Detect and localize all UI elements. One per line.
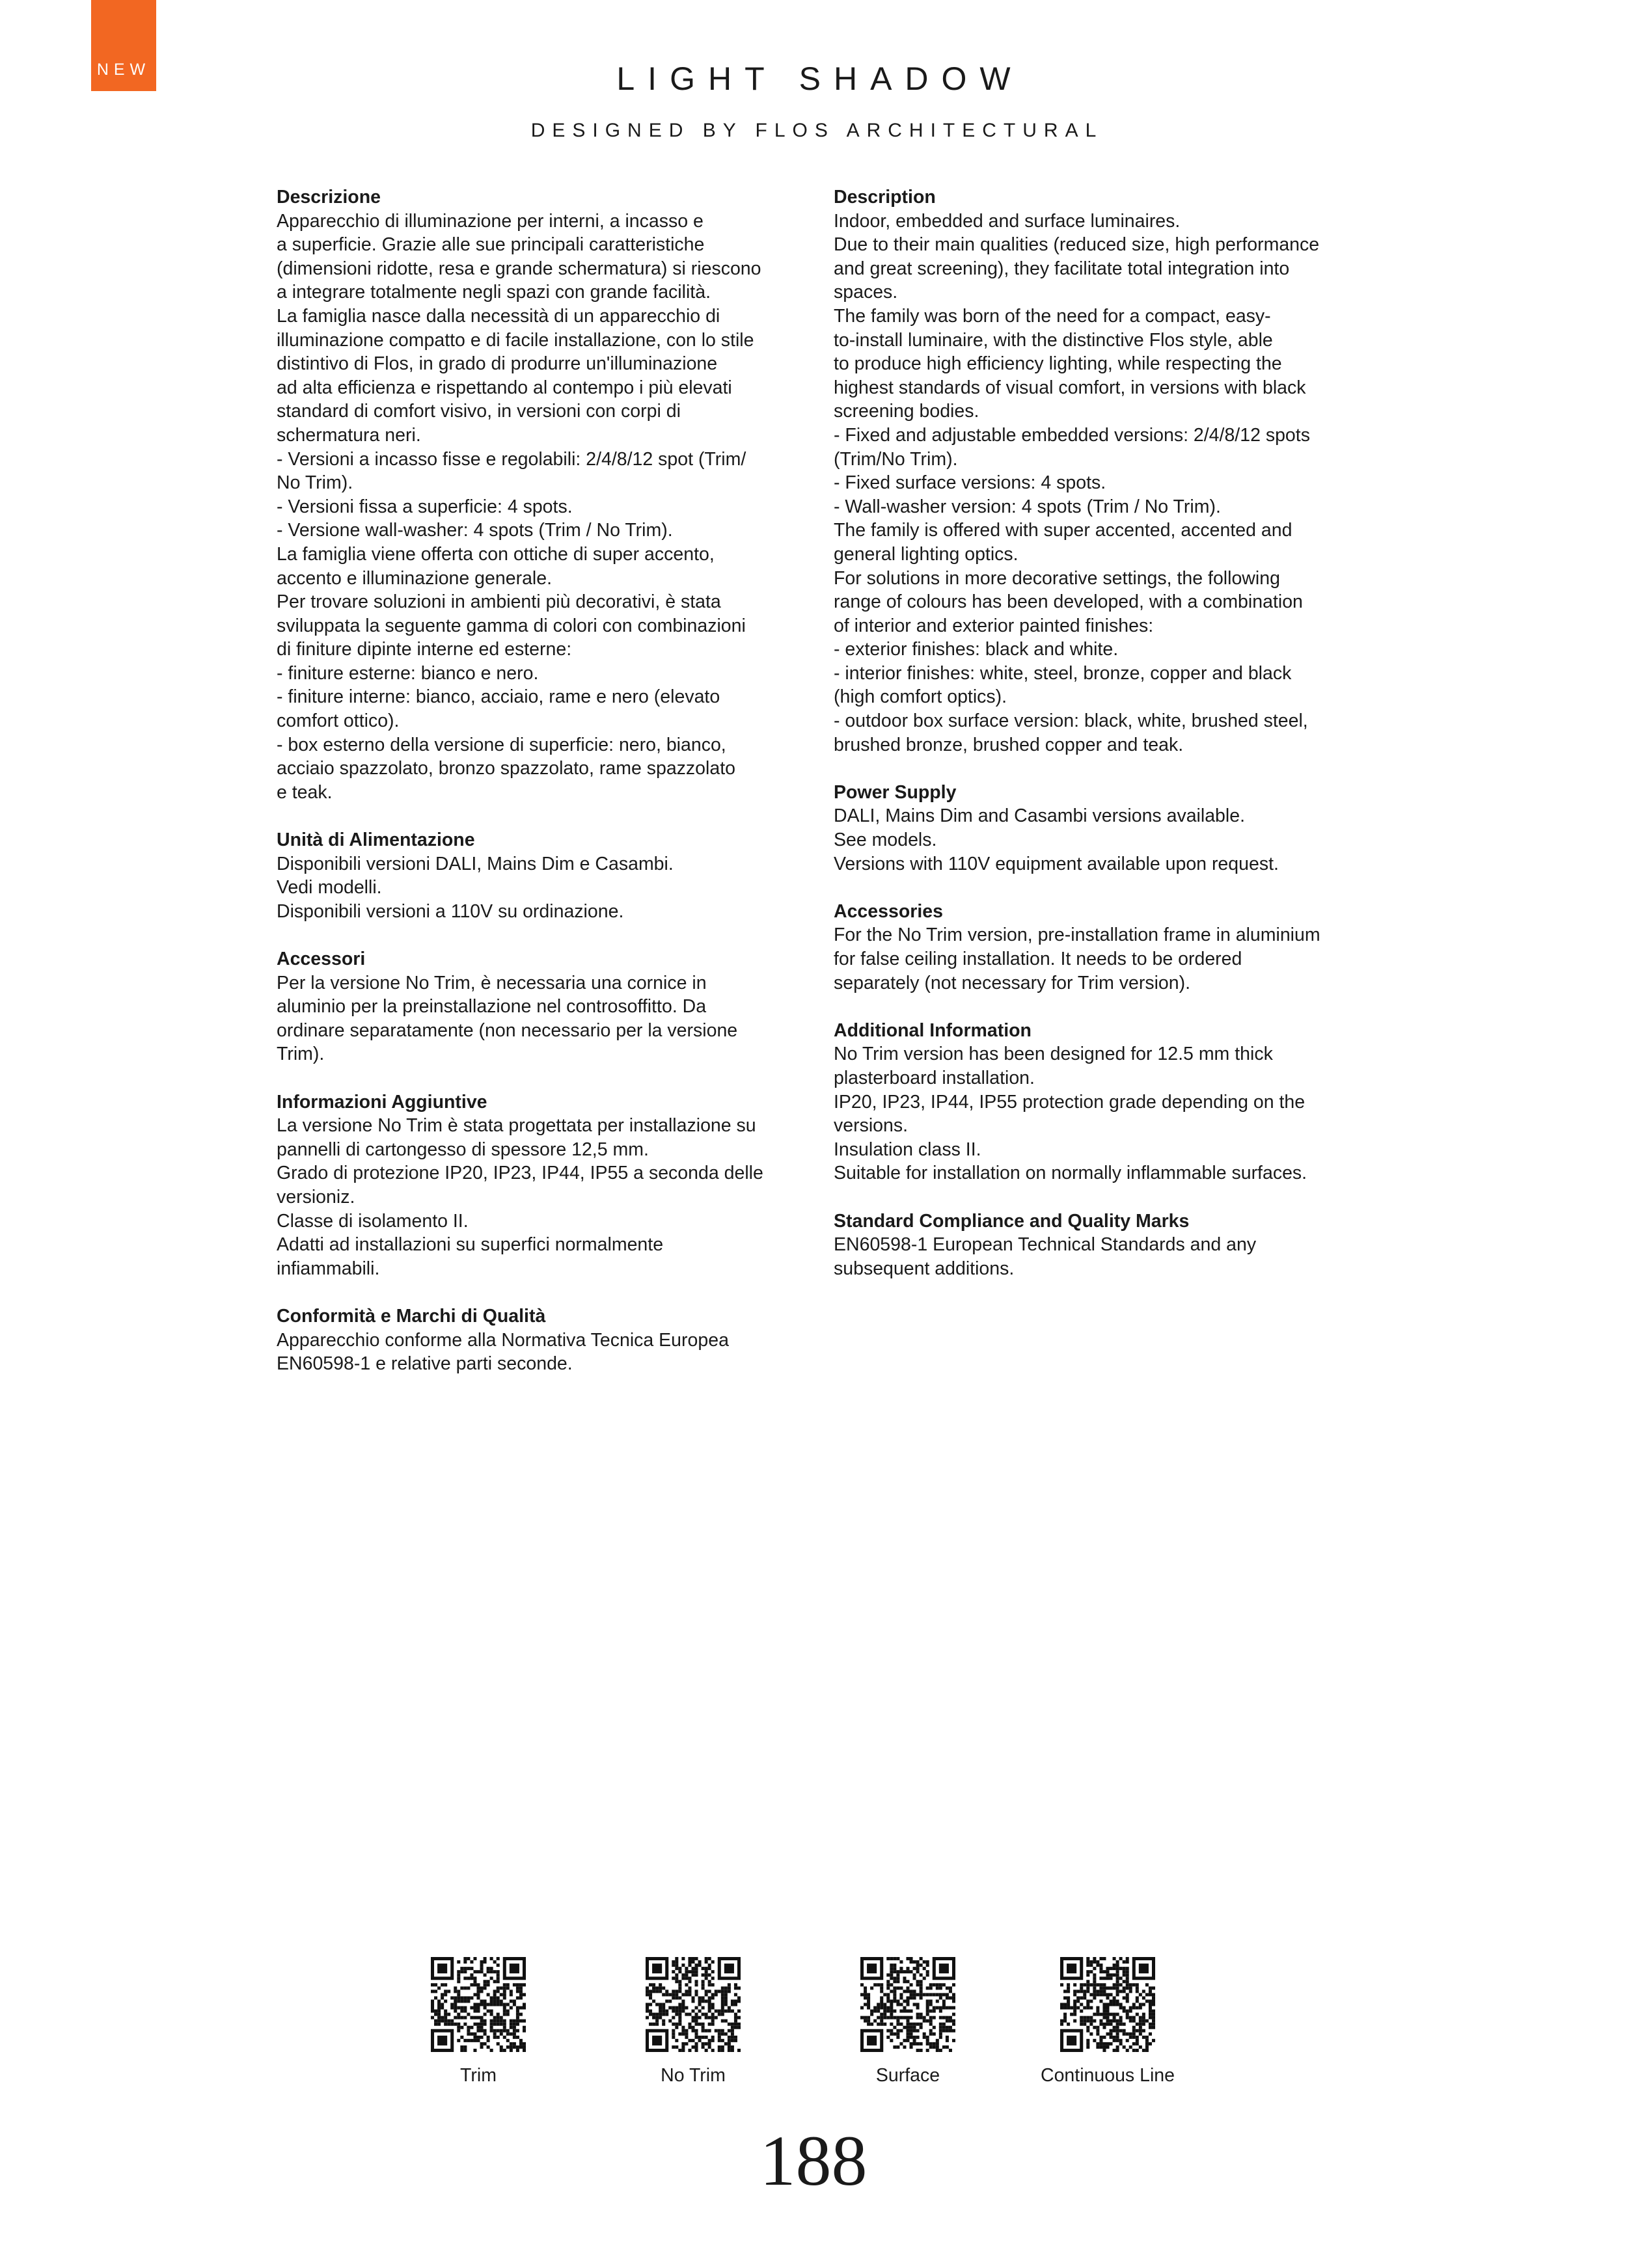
qr-code-icon[interactable] <box>431 1957 526 2052</box>
body-line: - interior finishes: white, steel, bronze, copper and black <box>834 662 1292 684</box>
body-line: spaces. <box>834 282 898 303</box>
section-heading: Descrizione <box>277 187 381 208</box>
section-heading: Informazioni Aggiuntive <box>277 1091 487 1113</box>
section-heading: Accessories <box>834 900 943 922</box>
body-line: Indoor, embedded and surface luminaires. <box>834 210 1181 232</box>
section-heading: Description <box>834 187 936 208</box>
body-line: subsequent additions. <box>834 1258 1015 1279</box>
body-line: - Wall-washer version: 4 spots (Trim / No Trim). <box>834 496 1221 517</box>
body-line: di finiture dipinte interne ed esterne: <box>277 639 572 660</box>
product-title: LIGHT SHADOW <box>616 61 1024 97</box>
body-line: La famiglia nasce dalla necessità di un apparecchio di <box>277 305 720 327</box>
section-heading: Power Supply <box>834 781 957 803</box>
body-line: accento e illuminazione generale. <box>277 567 553 589</box>
body-line: to-install luminaire, with the distinctive Flos style, able <box>834 329 1273 351</box>
body-line: Suitable for installation on normally inflammable surfaces. <box>834 1163 1307 1184</box>
body-line: - finiture esterne: bianco e nero. <box>277 662 539 684</box>
body-line: pannelli di cartongesso di spessore 12,5 mm. <box>277 1139 649 1160</box>
body-line: general lighting optics. <box>834 543 1019 565</box>
text-section <box>834 1019 1354 1185</box>
body-line: See models. <box>834 830 937 851</box>
body-line: Adatti ad installazioni su superfici normalmente <box>277 1234 664 1256</box>
body-line: separately (not necessary for Trim version). <box>834 972 1191 993</box>
body-line: EN60598-1 e relative parti seconde. <box>277 1353 573 1375</box>
body-line: brushed bronze, brushed copper and teak. <box>834 734 1184 755</box>
qr-item-surface[interactable] <box>810 1957 1005 2086</box>
body-line: Insulation class II. <box>834 1139 981 1160</box>
body-line: infiammabili. <box>277 1258 380 1279</box>
page-number: 188 <box>759 2121 868 2200</box>
qr-item-no-trim[interactable] <box>595 1957 791 2086</box>
body-line: EN60598-1 European Technical Standards and any <box>834 1234 1257 1256</box>
body-line: IP20, IP23, IP44, IP55 protection grade depending on the <box>834 1091 1306 1113</box>
english-column <box>834 185 1354 1304</box>
body-line: standard di comfort visivo, in versioni con corpi di <box>277 401 681 422</box>
body-line: La versione No Trim è stata progettata per installazione su <box>277 1115 756 1137</box>
body-line: - finiture interne: bianco, acciaio, rame e nero (elevato <box>277 686 720 708</box>
body-line: ad alta efficienza e rispettando al contempo i più elevati <box>277 377 732 398</box>
body-line: Per trovare soluzioni in ambienti più decorativi, è stata <box>277 591 721 613</box>
body-line: of interior and exterior painted finishes: <box>834 615 1154 636</box>
body-line: a superficie. Grazie alle sue principali caratteristiche <box>277 234 705 256</box>
body-line: - exterior finishes: black and white. <box>834 639 1119 660</box>
body-line: for false ceiling installation. It needs to be ordered <box>834 949 1242 969</box>
body-line: - box esterno della versione di superficie: nero, bianco, <box>277 734 726 755</box>
body-line: Apparecchio conforme alla Normativa Tecnica Europea <box>277 1329 729 1351</box>
body-line: e teak. <box>277 781 333 803</box>
body-line: versioniz. <box>277 1186 355 1208</box>
body-line: aluminio per la preinstallazione nel controsoffitto. Da <box>277 996 707 1018</box>
body-line: distintivo di Flos, in grado di produrre un'illuminazione <box>277 353 718 375</box>
body-line: a integrare totalmente negli spazi con grande facilità. <box>277 282 711 303</box>
text-section <box>834 185 1354 757</box>
qr-label: Surface <box>875 2065 940 2086</box>
text-section <box>834 900 1354 995</box>
body-line: Grado di protezione IP20, IP23, IP44, IP55 a seconda delle <box>277 1163 763 1184</box>
body-line: - Fixed and adjustable embedded versions: 2/4/8/12 spots <box>834 424 1310 446</box>
section-heading: Additional Information <box>834 1019 1032 1041</box>
text-section <box>277 947 797 1066</box>
qr-code-icon[interactable] <box>1060 1957 1155 2052</box>
body-line: Vedi modelli. <box>277 877 382 898</box>
body-line: - Versioni a incasso fisse e regolabili: 2/4/8/12 spot (Trim/ <box>277 448 746 470</box>
body-line: plasterboard installation. <box>834 1067 1035 1088</box>
qr-label: No Trim <box>661 2065 726 2086</box>
body-line: DALI, Mains Dim and Casambi versions available. <box>834 805 1246 827</box>
designer-subtitle: DESIGNED BY FLOS ARCHITECTURAL <box>530 120 1104 141</box>
qr-item-continuous-line[interactable] <box>1010 1957 1205 2086</box>
body-line: For the No Trim version, pre-installation frame in aluminium <box>834 925 1320 946</box>
body-line: illuminazione compatto e di facile installazione, con lo stile <box>277 329 754 351</box>
body-line: range of colours has been developed, with a combination <box>834 591 1303 613</box>
text-section <box>277 1304 797 1376</box>
body-line: (Trim/No Trim). <box>834 448 958 470</box>
qr-code-icon[interactable] <box>646 1957 741 2052</box>
body-line: Classe di isolamento II. <box>277 1210 469 1232</box>
body-line: versions. <box>834 1115 909 1137</box>
body-line: Due to their main qualities (reduced size, high performance <box>834 234 1320 256</box>
qr-label: Continuous Line <box>1041 2065 1175 2086</box>
body-line: - Fixed surface versions: 4 spots. <box>834 472 1106 494</box>
text-section <box>277 828 797 923</box>
body-line: Disponibili versioni a 110V su ordinazione. <box>277 900 624 922</box>
section-heading: Conformità e Marchi di Qualità <box>277 1305 546 1327</box>
body-line: Versions with 110V equipment available upon request. <box>834 853 1279 874</box>
body-line: (dimensioni ridotte, resa e grande schermatura) si riescono <box>277 258 761 279</box>
qr-code-row <box>0 1957 1627 2087</box>
italian-column <box>277 185 797 1399</box>
body-line: - Versione wall-washer: 4 spots (Trim / No Trim). <box>277 520 673 541</box>
new-badge: NEW <box>91 0 156 91</box>
body-line: No Trim). <box>277 472 353 494</box>
body-line: Disponibili versioni DALI, Mains Dim e Casambi. <box>277 853 674 874</box>
body-line: schermatura neri. <box>277 424 421 446</box>
text-section <box>834 781 1354 876</box>
body-line: Trim). <box>277 1044 325 1065</box>
body-line: comfort ottico). <box>277 710 400 732</box>
section-heading: Standard Compliance and Quality Marks <box>834 1210 1190 1232</box>
qr-label: Trim <box>460 2065 497 2086</box>
body-line: to produce high efficiency lighting, while respecting the <box>834 353 1282 375</box>
text-section <box>277 1090 797 1281</box>
body-line: La famiglia viene offerta con ottiche di super accento, <box>277 543 715 565</box>
section-heading: Unità di Alimentazione <box>277 830 475 851</box>
body-line: sviluppata la seguente gamma di colori con combinazioni <box>277 615 746 636</box>
body-line: highest standards of visual comfort, in versions with black <box>834 377 1306 398</box>
body-line: (high comfort optics). <box>834 686 1007 708</box>
body-line: Apparecchio di illuminazione per interni, a incasso e <box>277 210 704 232</box>
body-line: acciaio spazzolato, bronzo spazzolato, rame spazzolato <box>277 758 735 779</box>
body-line: and great screening), they facilitate total integration into <box>834 258 1290 279</box>
body-line: screening bodies. <box>834 401 979 422</box>
body-line: - Versioni fissa a superficie: 4 spots. <box>277 496 573 517</box>
body-line: The family is offered with super accented, accented and <box>834 520 1292 541</box>
body-line: The family was born of the need for a compact, easy- <box>834 305 1271 327</box>
section-heading: Accessori <box>277 949 366 969</box>
body-line: ordinare separatamente (non necessario per la versione <box>277 1019 738 1041</box>
qr-code-icon[interactable] <box>860 1957 955 2052</box>
body-line: - outdoor box surface version: black, white, brushed steel, <box>834 710 1308 732</box>
qr-item-trim[interactable] <box>381 1957 576 2086</box>
body-line: For solutions in more decorative settings, the following <box>834 567 1280 589</box>
text-section <box>834 1209 1354 1281</box>
body-line: Per la versione No Trim, è necessaria una cornice in <box>277 972 707 993</box>
body-line: No Trim version has been designed for 12.5 mm thick <box>834 1044 1273 1065</box>
text-section <box>277 185 797 804</box>
